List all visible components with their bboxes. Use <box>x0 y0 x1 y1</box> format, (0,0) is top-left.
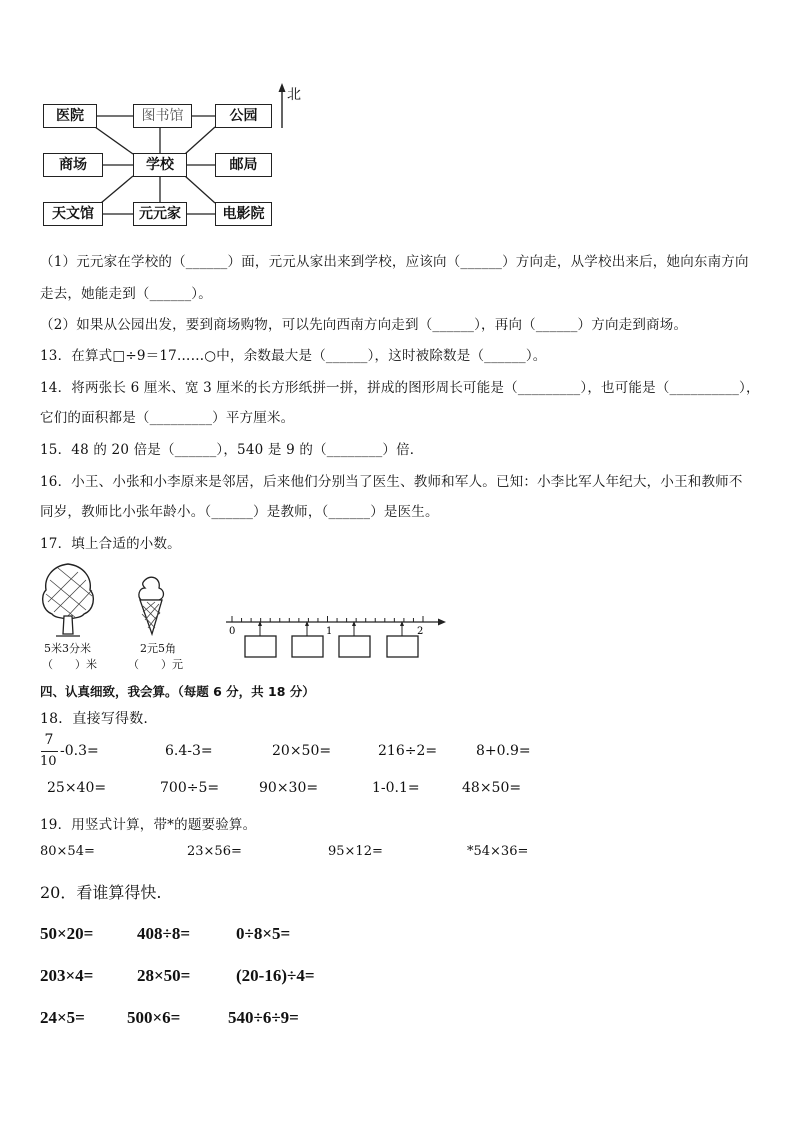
q18-item-6: 25×40= <box>47 780 107 796</box>
q12-line3: （2）如果从公园出发，要到商场购物，可以先向西南方向走到（______），再向（______）方向走到商场。 <box>40 317 688 333</box>
q16-line2: 同岁，教师比小张年龄小。（______）是教师，（______）是医生。 <box>40 504 439 520</box>
q18-item-1: -0.3= <box>60 743 99 759</box>
map-planetarium: 天文馆 <box>43 202 103 226</box>
q20-item-6: (20-16)÷4= <box>236 966 315 985</box>
number-line-answer-box-2 <box>292 636 323 657</box>
number-line <box>220 608 450 660</box>
tick-label-2: 2 <box>417 626 424 637</box>
icecream-answer-blank: （ ）元 <box>128 658 183 671</box>
q12-line2: 走去，她能走到（______）。 <box>40 286 212 302</box>
q20-title: 20．看谁算得快. <box>40 883 162 902</box>
q16-line1: 16．小王、小张和小李原来是邻居，后来他们分别当了医生、教师和军人。已知：小李比军人年纪大，小王和教师不 <box>40 474 743 490</box>
map-school: 学校 <box>133 153 187 177</box>
tick-label-0: 0 <box>229 626 236 637</box>
q18-title: 18．直接写得数. <box>40 711 149 727</box>
map-park: 公园 <box>215 104 272 128</box>
q20-item-3: 0÷8×5= <box>236 924 291 943</box>
map-cinema: 电影院 <box>215 202 272 226</box>
tick-label-1: 1 <box>326 626 333 637</box>
q18-item-9: 1-0.1= <box>372 780 420 796</box>
map-library: 图书馆 <box>133 104 192 128</box>
q17-title: 17．填上合适的小数。 <box>40 536 181 552</box>
icecream-price-label: 2元5角 <box>140 642 176 655</box>
q18-item-2: 6.4-3= <box>165 743 213 759</box>
q18-item-3: 20×50= <box>272 743 332 759</box>
number-line-answer-box-3 <box>339 636 370 657</box>
icecream-illustration <box>135 574 171 638</box>
q19-item-2: 23×56= <box>187 844 242 859</box>
q20-item-8: 500×6= <box>127 1008 181 1027</box>
q20-item-5: 28×50= <box>137 966 191 985</box>
fraction-denominator: 10 <box>40 754 57 769</box>
map-connectors <box>0 0 794 240</box>
q19-item-3: 95×12= <box>328 844 383 859</box>
q18-item-5: 8+0.9= <box>476 743 531 759</box>
tree-height-label: 5米3分米 <box>44 642 91 655</box>
q14-line1: 14．将两张长 6 厘米、宽 3 厘米的长方形纸拼一拼，拼成的图形周长可能是（_________），也可能是（__________）， <box>40 380 760 396</box>
map-mall: 商场 <box>43 153 103 177</box>
q18-item-10: 48×50= <box>462 780 522 796</box>
q19-item-4: *54×36= <box>467 844 529 859</box>
q14-line2: 它们的面积都是（_________）平方厘米。 <box>40 410 295 426</box>
number-line-answer-box-4 <box>387 636 418 657</box>
q19-title: 19．用竖式计算，带*的题要验算。 <box>40 817 257 833</box>
map-home: 元元家 <box>133 202 187 226</box>
tree-illustration <box>38 560 98 640</box>
fraction-numerator: 7 <box>44 732 54 748</box>
q20-item-2: 408÷8= <box>137 924 191 943</box>
q20-item-7: 24×5= <box>40 1008 85 1027</box>
number-line-answer-box-1 <box>245 636 276 657</box>
q20-item-4: 203×4= <box>40 966 94 985</box>
q18-item-8: 90×30= <box>259 780 319 796</box>
q13-text: 13．在算式□÷9＝17……○中，余数最大是（______），这时被除数是（______）。 <box>40 348 547 364</box>
fraction-bar <box>41 751 58 752</box>
q18-item-4: 216÷2= <box>378 743 438 759</box>
map-post-office: 邮局 <box>215 153 272 177</box>
q20-item-9: 540÷6÷9= <box>228 1008 299 1027</box>
q18-item-7: 700÷5= <box>160 780 220 796</box>
north-label: 北 <box>287 87 301 103</box>
q15-text: 15．48 的 20 倍是（______），540 是 9 的（________）倍． <box>40 442 424 458</box>
map-hospital: 医院 <box>43 104 97 128</box>
q12-line1: （1）元元家在学校的（______）面，元元从家出来到学校，应该向（______）方向走，从学校出来后，她向东南方向 <box>40 254 749 270</box>
q20-item-1: 50×20= <box>40 924 94 943</box>
section-4-heading: 四、认真细致，我会算。（每题 6 分，共 18 分） <box>40 684 315 699</box>
tree-answer-blank: （ ）米 <box>42 658 97 671</box>
q19-item-1: 80×54= <box>40 844 95 859</box>
